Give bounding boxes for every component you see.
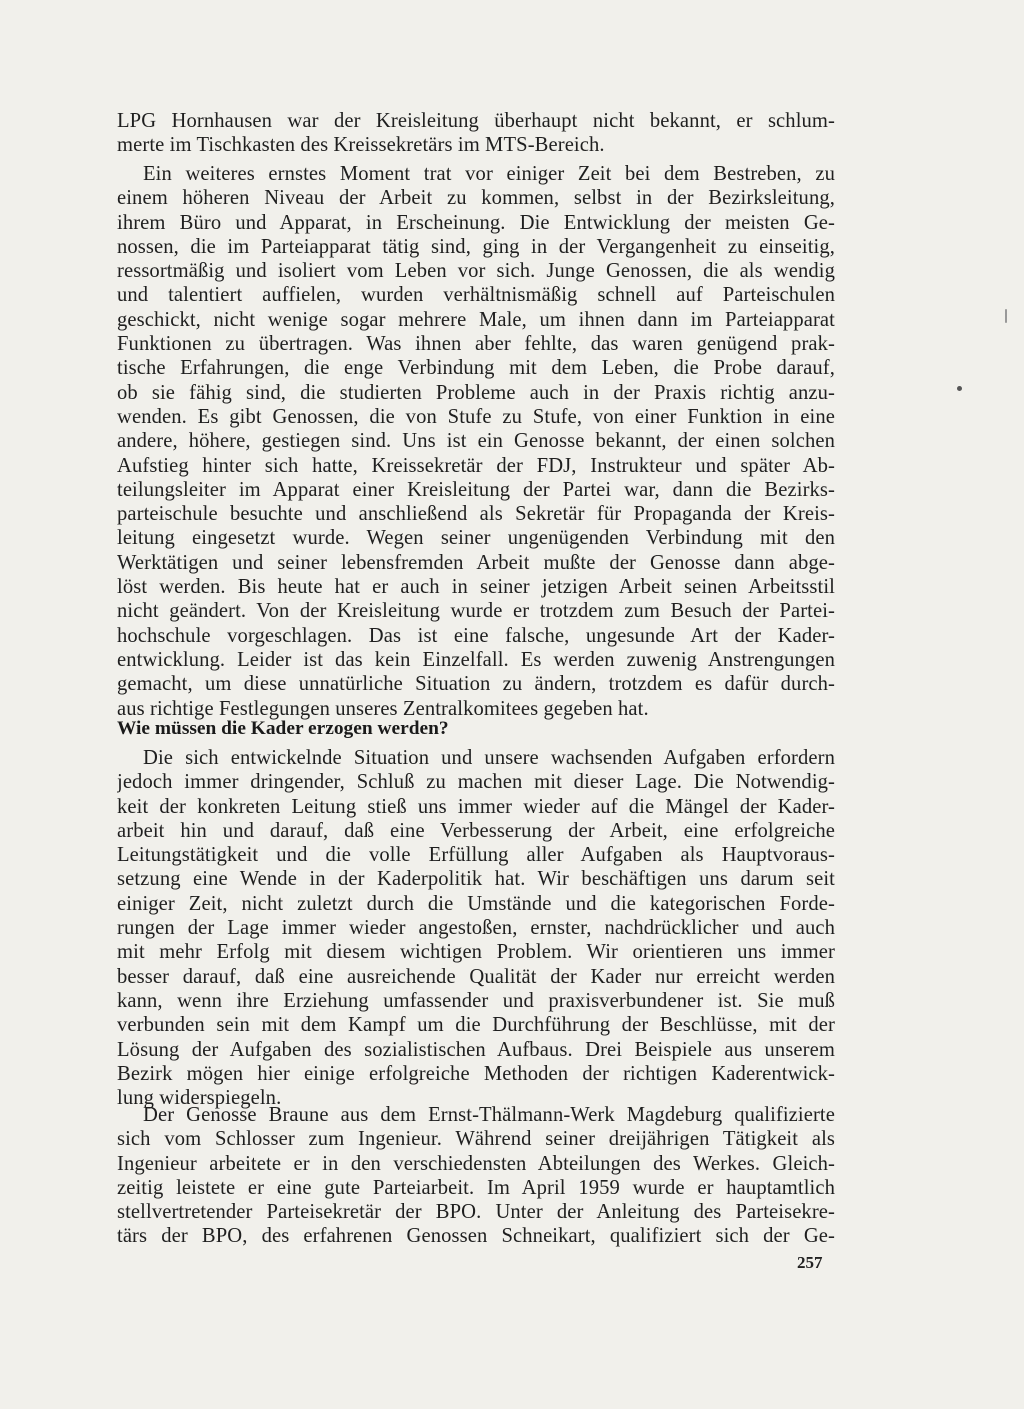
text-line: merte im Tischkasten des Kreissekretärs im MTS-Bereich.	[117, 134, 605, 157]
page-number: 257	[797, 1253, 823, 1272]
text-line: gemacht, um diese unnatürliche Situation zu ändern, trotzdem es dafür durch-	[117, 673, 835, 696]
paragraph-3	[117, 746, 835, 1110]
text-line: LPG Hornhausen war der Kreisleitung überhaupt nicht bekannt, er schlum-	[117, 110, 835, 132]
text-line: entwicklung. Leider ist das kein Einzelfall. Es werden zuwenig Anstrengungen	[117, 648, 835, 671]
ink-speck	[957, 386, 962, 391]
text-line: ihrem Büro und Apparat, in Erscheinung. Die Entwicklung der meisten Ge-	[117, 211, 835, 234]
text-line: zeitig leistete er eine gute Parteiarbeit. Im April 1959 wurde er hauptamtlich	[117, 1176, 835, 1199]
text-line: löst werden. Bis heute hat er auch in seiner jetzigen Arbeit seinen Arbeitsstil	[117, 576, 835, 599]
text-line: verbunden sein mit dem Kampf um die Durchführung der Beschlüsse, mit der	[117, 1014, 835, 1037]
text-line: hochschule vorgeschlagen. Das ist eine falsche, ungesunde Art der Kader-	[117, 624, 835, 647]
text-line: Ingenieur arbeitete er in den verschiedensten Abteilungen des Werkes. Gleich-	[117, 1152, 835, 1175]
text-line: geschickt, nicht wenige sogar mehrere Male, um ihnen dann im Parteiapparat	[117, 308, 835, 331]
text-line: parteischule besuchte und anschließend als Sekretär für Propaganda der Kreis-	[117, 503, 835, 526]
text-line: Die sich entwickelnde Situation und unsere wachsenden Aufgaben erfordern	[143, 747, 835, 769]
text-line: besser darauf, daß eine ausreichende Qualität der Kader nur erreicht werden	[117, 965, 835, 988]
text-line: Ein weiteres ernstes Moment trat vor einiger Zeit bei dem Bestreben, zu	[143, 163, 835, 185]
text-line: tärs der BPO, des erfahrenen Genossen Schneikart, qualifiziert sich der Ge-	[117, 1225, 835, 1248]
text-line: Funktionen zu übertragen. Was ihnen aber fehlte, das waren genügend prak-	[117, 333, 835, 356]
paragraph-2	[117, 162, 835, 721]
text-line: einiger Zeit, nicht zuletzt durch die Umstände und die kategorischen Forde-	[117, 892, 835, 915]
text-line: stellvertretender Parteisekretär der BPO. Unter der Anleitung des Parteisekre-	[117, 1201, 835, 1224]
text-line: Lösung der Aufgaben des sozialistischen Aufbaus. Drei Beispiele aus unserem	[117, 1038, 835, 1061]
text-line: keit der konkreten Leitung stieß uns immer wieder auf die Mängel der Kader-	[117, 795, 835, 818]
text-line: jedoch immer dringender, Schluß zu machen mit dieser Lage. Die Notwendig-	[117, 771, 835, 794]
text-line: setzung eine Wende in der Kaderpolitik hat. Wir beschäftigen uns darum seit	[117, 868, 835, 891]
text-line: Bezirk mögen hier einige erfolgreiche Methoden der richtigen Kaderentwick-	[117, 1062, 835, 1085]
paragraph-1	[117, 109, 835, 158]
text-line: sich vom Schlosser zum Ingenieur. Während seiner dreijährigen Tätigkeit als	[117, 1128, 835, 1151]
ink-speck	[1005, 309, 1007, 323]
text-line: wenden. Es gibt Genossen, die von Stufe zu Stufe, von einer Funktion in eine	[117, 405, 835, 428]
text-line: lung widerspiegeln.	[117, 1087, 282, 1110]
section-heading: Wie müssen die Kader erzogen werden?	[117, 718, 449, 739]
text-line: teilungsleiter im Apparat einer Kreisleitung der Partei war, dann die Bezirks-	[117, 478, 835, 501]
text-line: kann, wenn ihre Erziehung umfassender und praxisverbundener ist. Sie muß	[117, 989, 835, 1012]
text-line: Der Genosse Braune aus dem Ernst-Thälmann-Werk Magdeburg qualifizierte	[143, 1104, 835, 1126]
text-line: Leitungstätigkeit und die volle Erfüllung aller Aufgaben als Hauptvoraus-	[117, 844, 835, 867]
text-line: andere, höhere, gestiegen sind. Uns ist ein Genosse bekannt, der einen solchen	[117, 430, 835, 453]
text-line: mit mehr Erfolg mit diesem wichtigen Problem. Wir orientieren uns immer	[117, 941, 835, 964]
text-line: Werktätigen und seiner lebensfremden Arbeit mußte der Genosse dann abge-	[117, 551, 835, 574]
text-line: tische Erfahrungen, die enge Verbindung mit dem Leben, die Probe darauf,	[117, 357, 835, 380]
text-line: Aufstieg hinter sich hatte, Kreissekretär der FDJ, Instrukteur und später Ab-	[117, 454, 835, 477]
text-line: rungen der Lage immer wieder angestoßen, ernster, nachdrücklicher und auch	[117, 917, 835, 940]
text-line: ob sie fähig sind, die studierten Probleme auch in der Praxis richtig anzu-	[117, 381, 835, 404]
text-line: arbeit hin und darauf, daß eine Verbesserung der Arbeit, eine erfolgreiche	[117, 819, 835, 842]
text-line: nicht geändert. Von der Kreisleitung wurde er trotzdem zum Besuch der Partei-	[117, 600, 835, 623]
text-line: ressortmäßig und isoliert vom Leben vor sich. Junge Genossen, die als wendig	[117, 260, 835, 283]
text-line: nossen, die im Parteiapparat tätig sind, ging in der Vergangenheit zu einseitig,	[117, 235, 835, 258]
text-line: einem höheren Niveau der Arbeit zu kommen, selbst in der Bezirksleitung,	[117, 187, 835, 210]
paragraph-4	[117, 1103, 835, 1249]
text-line: und talentiert auffielen, wurden verhältnismäßig schnell auf Parteischulen	[117, 284, 835, 307]
text-line: aus richtige Festlegungen unseres Zentralkomitees gegeben hat.	[117, 697, 649, 720]
text-line: leitung eingesetzt wurde. Wegen seiner ungenügenden Verbindung mit den	[117, 527, 835, 550]
